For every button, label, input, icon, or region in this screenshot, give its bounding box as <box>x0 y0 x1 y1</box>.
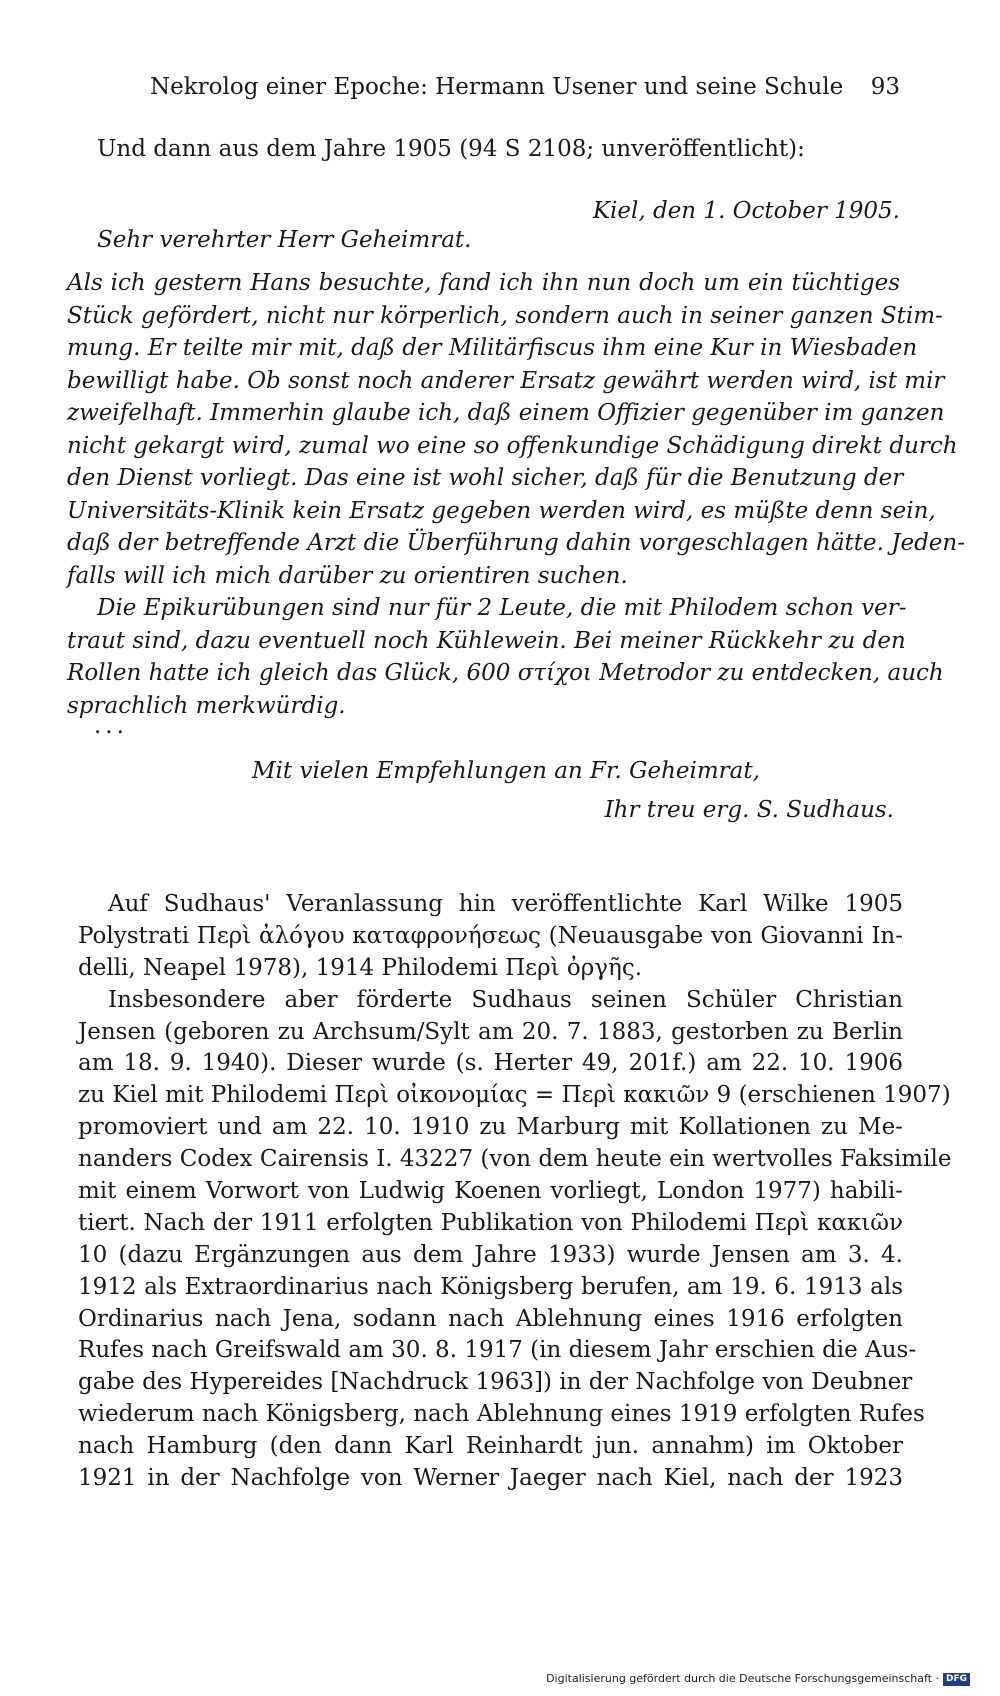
body-line: tiert. Nach der 1911 erfolgten Publikation von Philodemi Περὶ κακιῶν <box>78 1209 903 1236</box>
letter-salutation: Sehr verehrter Herr Geheimrat. <box>97 227 472 253</box>
letter-line: den Dienst vorliegt. Das eine ist wohl sicher, daß für die Benutzung der <box>67 465 904 491</box>
letter-line: traut sind, dazu eventuell noch Kühlewein. Bei meiner Rückkehr zu den <box>67 627 906 654</box>
letter-line: daß der betreffende Arzt die Überführung dahin vorgeschlagen hätte. Jeden- <box>67 530 965 556</box>
body-line: Insbesondere aber förderte Sudhaus seinen Schüler Christian <box>108 986 903 1013</box>
body-line: promoviert und am 22. 10. 1910 zu Marburg mit Kollationen zu Me- <box>78 1114 903 1141</box>
body-line: Polystrati Περὶ ἀλόγου καταφρονήσεως (Neuausgabe von Giovanni In- <box>78 922 903 949</box>
body-line: Rufes nach Greifswald am 30. 8. 1917 (in diesem Jahr erschien die Aus- <box>78 1337 917 1364</box>
letter-date: Kiel, den 1. October 1905. <box>592 198 900 224</box>
body-line: am 18. 9. 1940). Dieser wurde (s. Herter 49, 201f.) am 22. 10. 1906 <box>78 1050 903 1077</box>
body-line: 1921 in der Nachfolge von Werner Jaeger nach Kiel, nach der 1923 <box>78 1465 903 1492</box>
body-line: zu Kiel mit Philodemi Περὶ οἰκονομίας = Περὶ κακιῶν 9 (erschienen 1907) <box>78 1082 951 1109</box>
body-line: mit einem Vorwort von Ludwig Koenen vorliegt, London 1977) habili- <box>78 1178 903 1205</box>
running-title: Nekrolog einer Epoche: Hermann Usener und seine Schule <box>150 74 844 100</box>
letter-line: Universitäts-Klinik kein Ersatz gegeben werden wird, es müßte denn sein, <box>67 497 936 524</box>
letter-line: Rollen hatte ich gleich das Glück, 600 στίχοι Metrodor zu entdecken, auch <box>67 660 944 686</box>
letter-line: falls will ich mich darüber zu orientiren suchen. <box>67 562 628 589</box>
body-line: 1912 als Extraordinarius nach Königsberg berufen, am 19. 6. 1913 als <box>78 1273 903 1300</box>
page-number: 93 <box>870 74 900 100</box>
body-line: gabe des Hypereides [Nachdruck 1963]) in der Nachfolge von Deubner <box>78 1369 913 1396</box>
dfg-logo: DFG <box>943 1673 970 1686</box>
letter-line: mung. Er teilte mir mit, daß der Militärfiscus ihm eine Kur in Wiesbaden <box>67 335 918 361</box>
letter-intro: Und dann aus dem Jahre 1905 (94 S 2108; unveröffentlicht): <box>97 136 805 162</box>
digitization-footer <box>546 1672 970 1686</box>
letter-line: nicht gekargt wird, zumal wo eine so offenkundige Schädigung direkt durch <box>67 432 958 459</box>
main-text <box>78 889 952 1495</box>
letter-line: Als ich gestern Hans besuchte, fand ich ihn nun doch um ein tüchtiges <box>67 270 900 296</box>
body-line: Ordinarius nach Jena, sodann nach Ablehnung eines 1916 erfolgten <box>78 1305 903 1332</box>
letter-line: bewilligt habe. Ob sonst noch anderer Ersatz gewährt werden wird, ist mir <box>67 367 945 394</box>
body-line: delli, Neapel 1978), 1914 Philodemi Περὶ ὀργῆς. <box>78 954 643 981</box>
body-line: 10 (dazu Ergänzungen aus dem Jahre 1933) wurde Jensen am 3. 4. <box>78 1241 903 1268</box>
body-line: Jensen (geboren zu Archsum/Sylt am 20. 7. 1883, gestorben zu Berlin <box>78 1018 903 1045</box>
letter-line: Die Epikurübungen sind nur für 2 Leute, die mit Philodem schon ver- <box>97 595 907 621</box>
body-line: nach Hamburg (den dann Karl Reinhardt jun. annahm) im Oktober <box>78 1433 903 1460</box>
body-line: wiederum nach Königsberg, nach Ablehnung eines 1919 erfolgten Rufes <box>78 1401 925 1428</box>
letter-closing: Mit vielen Empfehlungen an Fr. Geheimrat, <box>252 758 760 784</box>
body-line: Auf Sudhaus' Veranlassung hin veröffentlichte Karl Wilke 1905 <box>108 891 903 917</box>
letter-line: zweifelhaft. Immerhin glaube ich, daß einem Offizier gegenüber im ganzen <box>67 400 945 426</box>
letter-signature: Ihr treu erg. S. Sudhaus. <box>604 797 894 823</box>
footer-text: Digitalisierung gefördert durch die Deutsche Forschungsgemeinschaft · <box>546 1672 939 1685</box>
body-line: nanders Codex Cairensis I. 43227 (von dem heute ein wertvolles Faksimile <box>78 1146 952 1173</box>
letter-body <box>67 267 965 722</box>
letter-line: Stück gefördert, nicht nur körperlich, sondern auch in seiner ganzen Stim- <box>67 302 943 329</box>
letter-ellipsis: ... <box>94 713 128 739</box>
letter-line: sprachlich merkwürdig. <box>67 692 346 719</box>
